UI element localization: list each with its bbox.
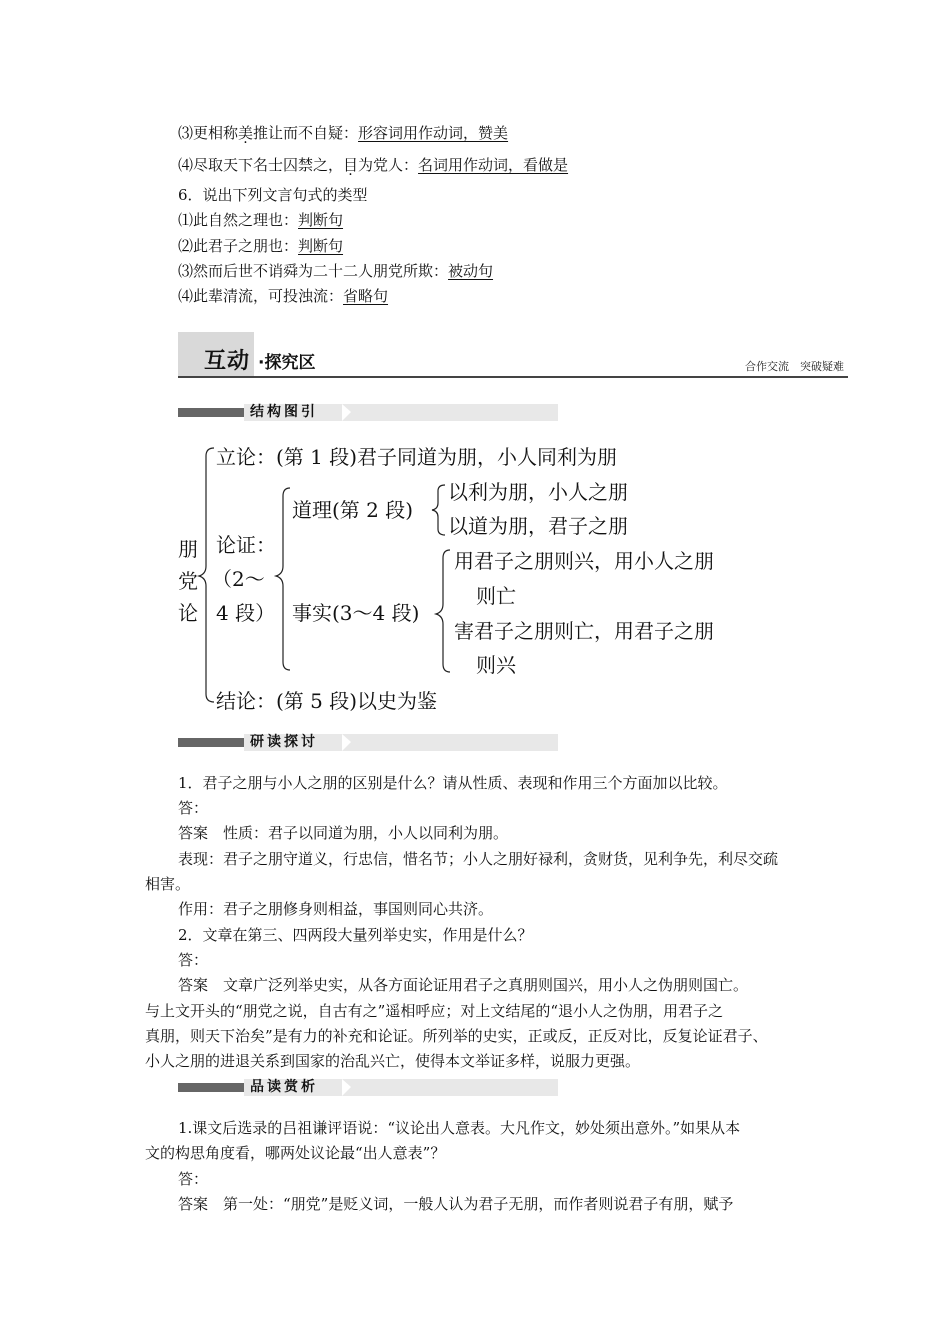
appreciate-q1-cont: 文的构思角度看，哪两处议论最“出人意表”？	[145, 1144, 446, 1162]
answer-prompt: 答：	[178, 951, 209, 969]
answer-paragraph: 小人之朋的进退关系到国家的治乱兴亡，使得本文举证多样，说服力更强。	[145, 1052, 641, 1070]
diagram-root-2: 党	[178, 569, 198, 593]
diagram-shishi-item-4: 则兴	[476, 653, 516, 677]
answer-prompt: 答：	[178, 1170, 209, 1188]
answer-paragraph: 答案 性质：君子以同道为朋，小人以同利为朋。	[178, 824, 509, 842]
banner-title: 互动	[204, 349, 251, 374]
diagram-lunzheng-1: 论证：	[216, 533, 276, 557]
answer-paragraph: 作用：君子之朋修身则相益，事国则同心共济。	[178, 900, 494, 918]
answer-prompt: 答：	[178, 799, 209, 817]
answer-text: 被动句	[448, 262, 494, 280]
discuss-q1: 1．君子之朋与小人之朋的区别是什么？请从性质、表现和作用三个方面加以比较。	[178, 774, 728, 792]
answer-paragraph: 答案 文章广泛列举史实，从各方面论证用君子之真朋则国兴，用小人之伪朋则国亡。	[178, 976, 749, 994]
section-label: 结构图引	[250, 404, 318, 420]
answer-paragraph: 相害。	[145, 875, 191, 893]
diagram-daoli-item-2: 以道为朋，君子之朋	[448, 514, 628, 538]
diagram-lunzheng-2: （2～	[212, 567, 265, 591]
question-6-title: 6．说出下列文言句式的类型	[178, 186, 368, 204]
diagram-lilun: 立论：(第 1 段)君子同道为朋，小人同利为朋	[216, 445, 618, 469]
answer-text: 判断句	[298, 211, 344, 229]
banner-tagline: 合作交流 突破疑难	[745, 360, 844, 373]
diagram-root-1: 朋	[178, 537, 198, 561]
diagram-shishi-item-2: 则亡	[476, 584, 516, 608]
diagram-daoli-item-1: 以利为朋，小人之朋	[448, 480, 628, 504]
banner-subtitle: ·探究区	[258, 353, 316, 373]
section-label: 研读探讨	[250, 734, 318, 750]
answer-paragraph: 答案 第一处：“朋党”是贬义词，一般人认为君子无朋，而作者则说君子有朋，赋予	[178, 1195, 734, 1213]
diagram-lunzheng-3: 4 段）	[216, 601, 276, 625]
diagram-jielun: 结论：(第 5 段)以史为鉴	[216, 689, 438, 713]
usage-line-3: ⑶更相称美推让而不自疑：形容词用作动词，赞美	[178, 124, 509, 142]
appreciate-q1: 1.课文后选录的吕祖谦评语说：“议论出人意表。大凡作文，妙处须出意外。”如果从本	[178, 1119, 741, 1137]
section-bar-discuss	[178, 734, 558, 751]
answer-paragraph: 表现：君子之朋守道义，行忠信，惜名节；小人之朋好禄利，贪财货，见利争先，利尽交疏	[178, 850, 779, 868]
answer-text: 省略句	[343, 287, 389, 305]
emphasis-char: 目	[343, 156, 359, 174]
q6-item: ⑶然而后世不诮舜为二十二人朋党所欺：被动句	[178, 262, 494, 280]
answer-text: 形容词用作动词，赞美	[358, 124, 509, 142]
chevron-icon	[342, 734, 351, 751]
chevron-icon	[342, 1079, 351, 1096]
q6-item: ⑴此自然之理也：判断句	[178, 211, 344, 229]
diagram-shishi: 事实(3～4 段)	[292, 601, 420, 625]
section-bar-appreciate	[178, 1079, 558, 1096]
usage-line-4: ⑷尽取天下名士囚禁之，目为党人：名词用作动词，看做是	[178, 156, 569, 174]
q6-item: ⑷此辈清流，可投浊流：省略句	[178, 287, 389, 305]
diagram-shishi-item-1: 用君子之朋则兴，用小人之朋	[454, 549, 714, 573]
diagram-shishi-item-3: 害君子之朋则亡，用君子之朋	[454, 619, 714, 643]
answer-text: 名词用作动词，看做是	[418, 156, 569, 174]
answer-paragraph: 与上文开头的“朋党之说，自古有之”遥相呼应；对上文结尾的“退小人之伪朋，用君子之	[145, 1002, 724, 1020]
discuss-q2: 2．文章在第三、四两段大量列举史实，作用是什么？	[178, 926, 533, 944]
answer-text: 判断句	[298, 237, 344, 255]
q6-item: ⑵此君子之朋也：判断句	[178, 237, 344, 255]
diagram-daoli: 道理(第 2 段)	[292, 498, 414, 522]
answer-paragraph: 真朋，则天下治矣”是有力的补充和论证。所列举的史实，正或反，正反对比，反复论证君子、	[145, 1027, 768, 1045]
emphasis-char: 美	[238, 124, 254, 142]
section-label: 品读赏析	[250, 1079, 318, 1095]
diagram-root-3: 论	[178, 601, 198, 625]
